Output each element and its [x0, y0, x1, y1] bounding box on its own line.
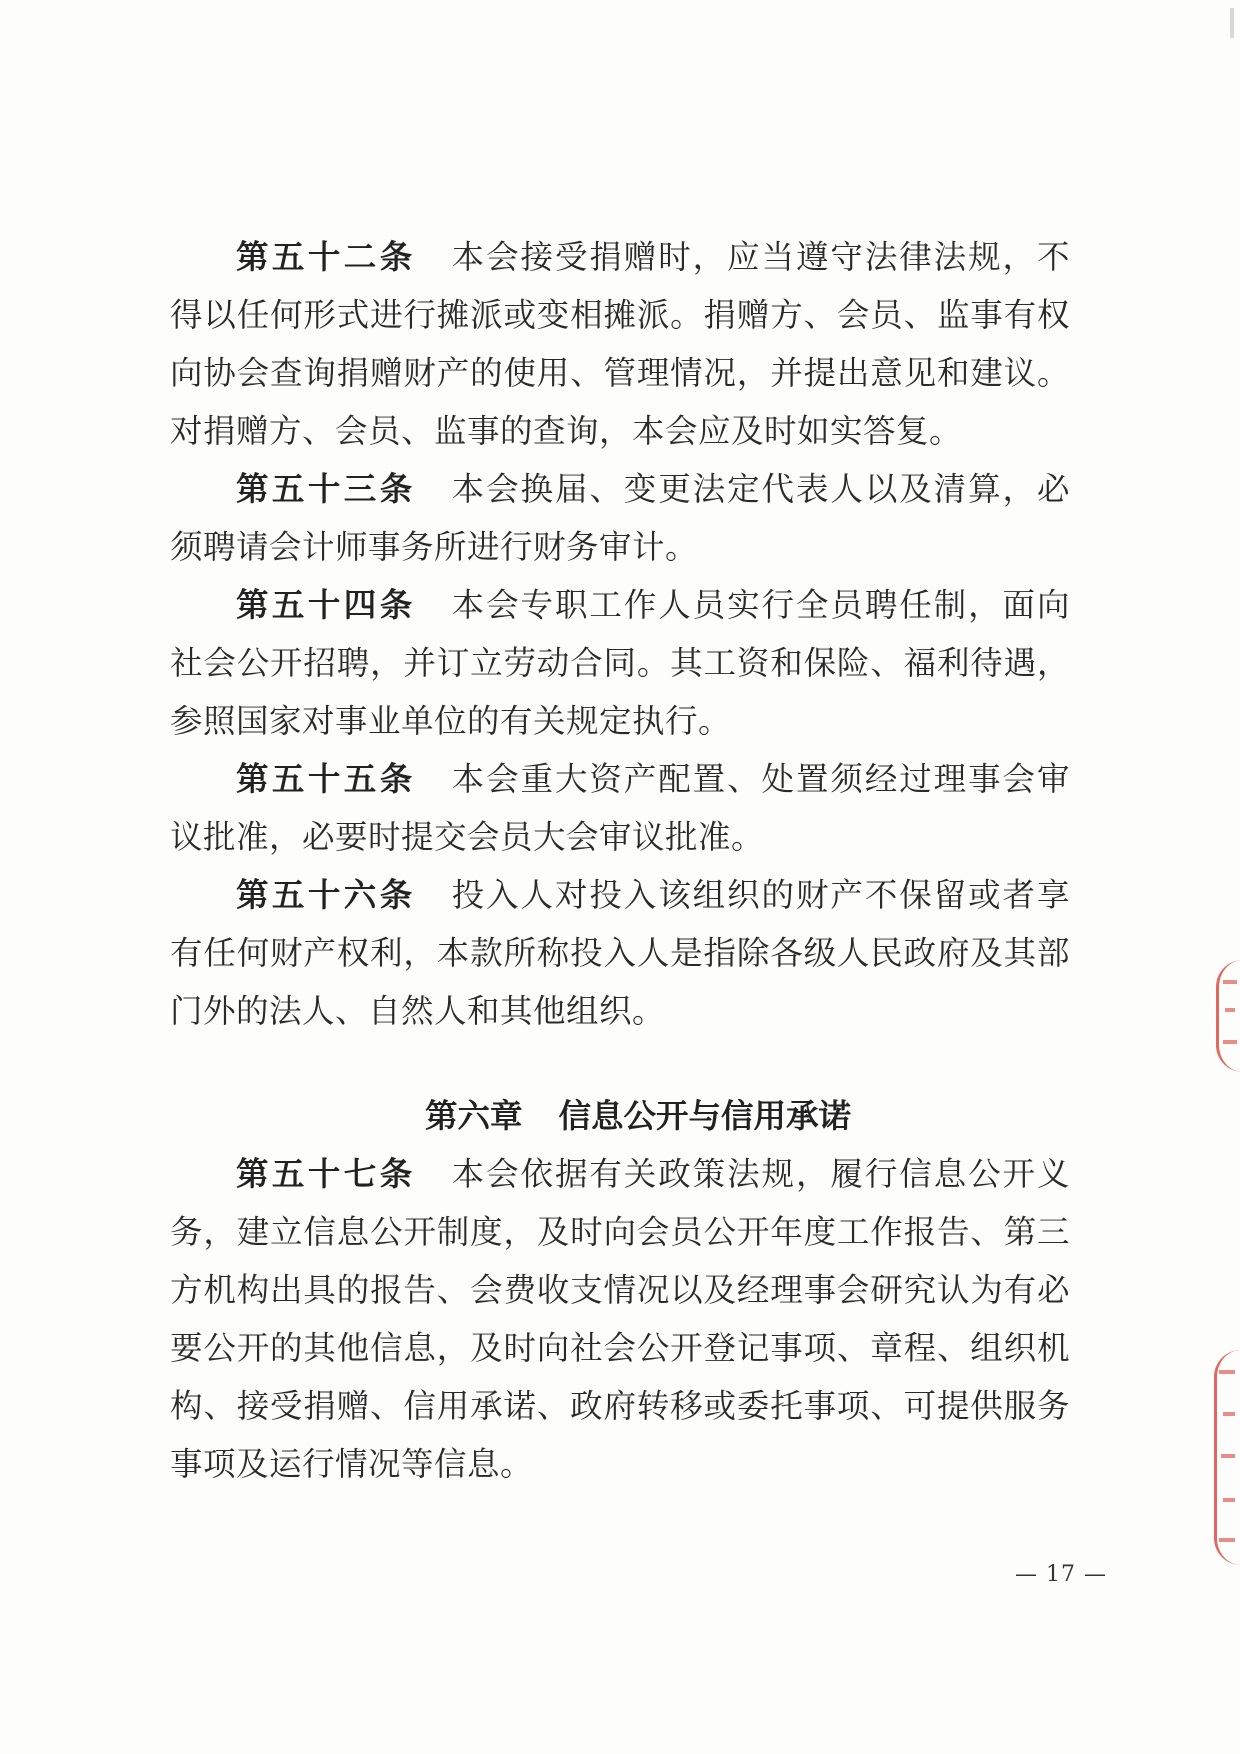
seal-stamp-fragment-upper [1216, 960, 1240, 1072]
article-54 [170, 576, 1070, 750]
seal-stamp-fragment-lower [1214, 1350, 1240, 1565]
article-57 [170, 1145, 1070, 1493]
scan-edge-mark [1230, 8, 1234, 38]
page-number: — 17 — [1015, 1562, 1107, 1587]
article-text: 本会接受捐赠时，应当遵守法律法规，不得以任何形式进行摊派或变相摊派。捐赠方、会员、监事有权向协会查询捐赠财产的使用、管理情况，并提出意见和建议。对捐赠方、会员、监事的查询，本会应及时如实答复。 [170, 238, 1070, 450]
article-label: 第五十四条 [236, 586, 416, 624]
article-text: 本会重大资产配置、处置须经过理事会审议批准，必要时提交会员大会审议批准。 [170, 760, 1070, 856]
chapter-number: 第六章 [424, 1097, 523, 1135]
article-label: 第五十五条 [236, 760, 416, 798]
chapter-heading [170, 1087, 1070, 1145]
document-body [170, 228, 1070, 1493]
article-label: 第五十七条 [236, 1155, 416, 1193]
article-55 [170, 750, 1070, 866]
article-text: 投入人对投入该组织的财产不保留或者享有任何财产权利，本款所称投入人是指除各级人民政府及其部门外的法人、自然人和其他组织。 [170, 876, 1070, 1030]
article-text: 本会专职工作人员实行全员聘任制，面向社会公开招聘，并订立劳动合同。其工资和保险、福利待遇，参照国家对事业单位的有关规定执行。 [170, 586, 1070, 740]
article-52 [170, 228, 1070, 460]
article-label: 第五十三条 [236, 470, 416, 508]
chapter-title: 信息公开与信用承诺 [558, 1097, 852, 1135]
article-text: 本会依据有关政策法规，履行信息公开义务，建立信息公开制度，及时向会员公开年度工作报告、第三方机构出具的报告、会费收支情况以及经理事会研究认为有必要公开的其他信息，及时向社会公开登记事项、章程、组织机构、接受捐赠、信用承诺、政府转移或委托事项、可提供服务事项及运行情况等信息。 [170, 1155, 1070, 1483]
article-text: 本会换届、变更法定代表人以及清算，必须聘请会计师事务所进行财务审计。 [170, 470, 1070, 566]
article-53 [170, 460, 1070, 576]
article-label: 第五十六条 [236, 876, 416, 914]
article-label: 第五十二条 [236, 238, 416, 276]
article-56 [170, 866, 1070, 1040]
